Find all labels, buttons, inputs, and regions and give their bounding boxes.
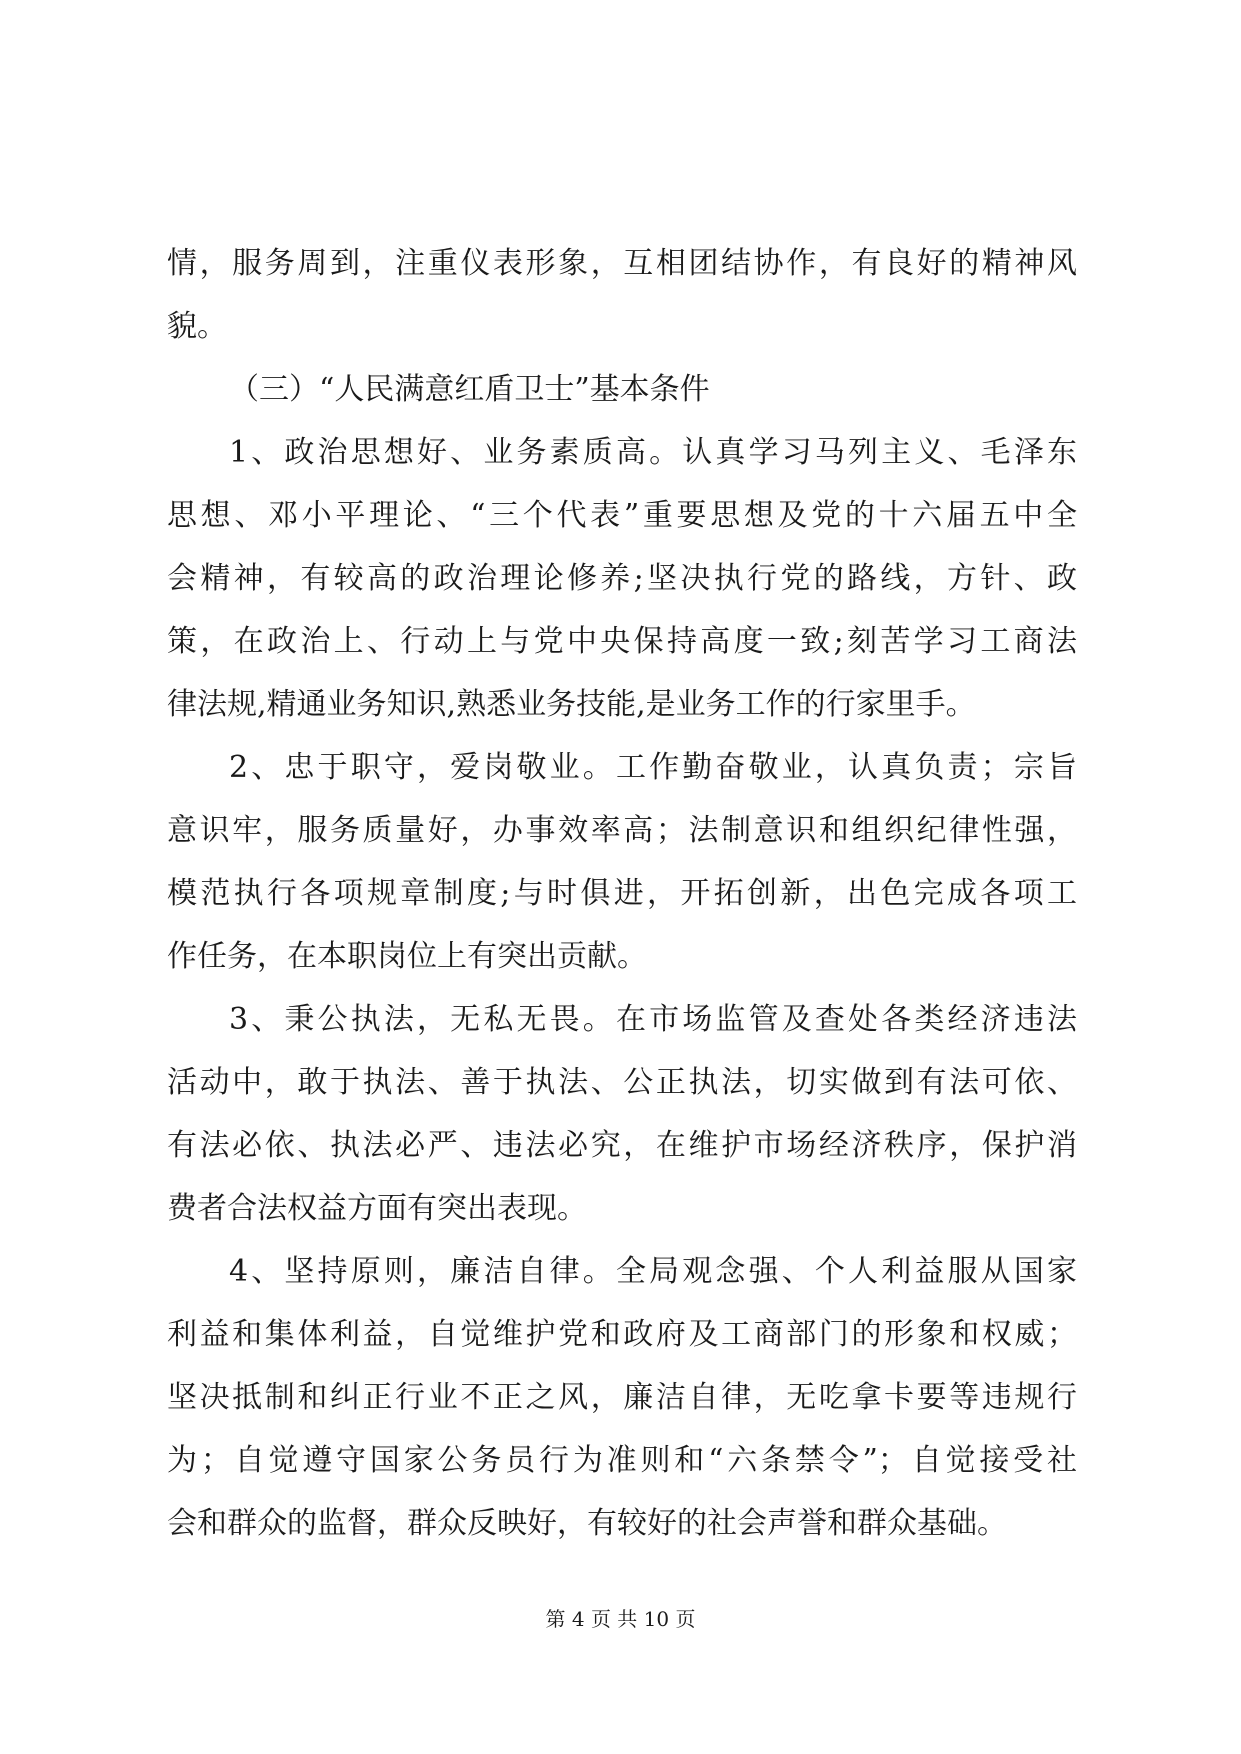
text-line: 为；自觉遵守国家公务员行为准则和“六条禁令”；自觉接受社	[167, 1443, 1077, 1478]
text-line: 4、坚持原则，廉洁自律。全局观念强、个人利益服从国家	[229, 1254, 1077, 1289]
text-line: 貌。	[167, 309, 227, 344]
text-line: 会和群众的监督，群众反映好，有较好的社会声誉和群众基础。	[167, 1506, 1007, 1541]
text-line: 策，在政治上、行动上与党中央保持高度一致;刻苦学习工商法	[167, 624, 1077, 659]
text-line: 作任务，在本职岗位上有突出贡献。	[167, 939, 647, 974]
text-line: 坚决抵制和纠正行业不正之风，廉洁自律，无吃拿卡要等违规行	[167, 1380, 1077, 1415]
text-line: 会精神，有较高的政治理论修养;坚决执行党的路线，方针、政	[167, 561, 1077, 596]
document-body	[167, 232, 1077, 1555]
text-line: 活动中，敢于执法、善于执法、公正执法，切实做到有法可依、	[167, 1065, 1077, 1100]
text-line: 模范执行各项规章制度;与时俱进，开拓创新，出色完成各项工	[167, 876, 1077, 911]
section-heading: （三）“人民满意红盾卫士”基本条件	[229, 372, 710, 407]
page-footer	[0, 1604, 1241, 1634]
text-line: 情，服务周到，注重仪表形象，互相团结协作，有良好的精神风	[167, 246, 1077, 281]
text-line: 思想、邓小平理论、“三个代表”重要思想及党的十六届五中全	[167, 498, 1077, 533]
text-line: 利益和集体利益，自觉维护党和政府及工商部门的形象和权威；	[167, 1317, 1077, 1352]
text-line: 有法必依、执法必严、违法必究，在维护市场经济秩序，保护消	[167, 1128, 1077, 1163]
page-number-label: 第 4 页 共 10 页	[545, 1607, 696, 1631]
text-line: 意识牢，服务质量好，办事效率高；法制意识和组织纪律性强，	[167, 813, 1077, 848]
text-line: 1、政治思想好、业务素质高。认真学习马列主义、毛泽东	[229, 435, 1077, 470]
text-line: 2、忠于职守，爱岗敬业。工作勤奋敬业，认真负责；宗旨	[229, 750, 1077, 785]
text-line: 费者合法权益方面有突出表现。	[167, 1191, 587, 1226]
text-line: 3、秉公执法，无私无畏。在市场监管及查处各类经济违法	[229, 1002, 1077, 1037]
text-line: 律法规,精通业务知识,熟悉业务技能,是业务工作的行家里手。	[167, 687, 976, 722]
